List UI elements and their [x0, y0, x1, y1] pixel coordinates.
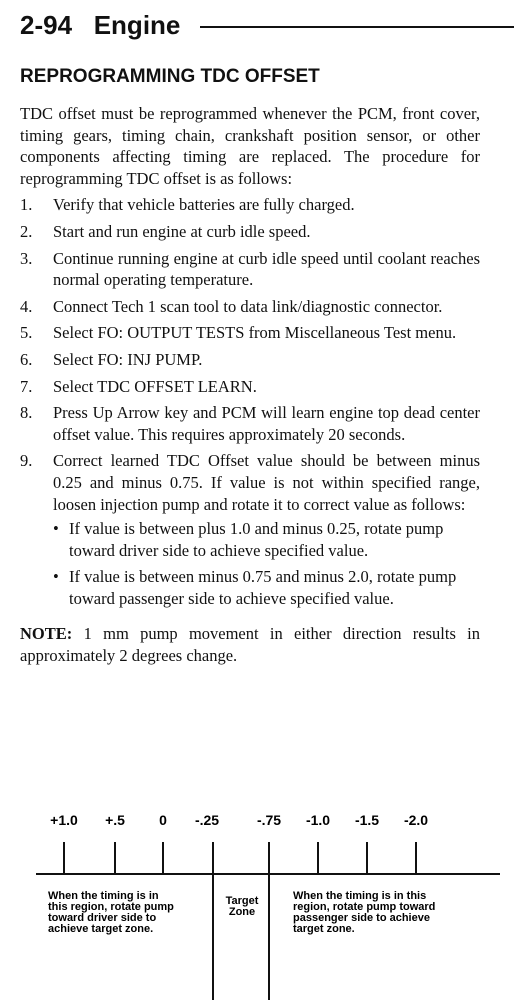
step-number: 7.	[20, 376, 33, 396]
step-number: 5.	[20, 323, 33, 343]
bullet-item	[53, 518, 480, 561]
step-text: Continue running engine at curb idle speed until coolant reaches normal operating temperature.	[53, 248, 480, 290]
bullet-text: If value is between minus 0.75 and minus 2.0, rotate pump toward passenger side to achieve specified value.	[69, 567, 457, 608]
target-zone-text: Target	[225, 895, 259, 907]
right-zone-text: passenger side to achieve	[293, 912, 430, 924]
procedure-step	[20, 450, 480, 609]
procedure-step	[20, 349, 480, 371]
step-text: Select TDC OFFSET LEARN.	[53, 376, 257, 396]
section-heading: REPROGRAMMING TDC OFFSET	[20, 66, 320, 87]
step-number: 9.	[20, 451, 33, 471]
procedure-step	[20, 221, 480, 243]
step-number: 2.	[20, 221, 33, 241]
step-text: Connect Tech 1 scan tool to data link/diagnostic connector.	[53, 296, 443, 316]
step-number: 8.	[20, 403, 33, 423]
procedure-step	[20, 376, 480, 398]
procedure-step	[20, 248, 480, 291]
intro-paragraph: TDC offset must be reprogrammed whenever the PCM, front cover, timing gears, timing chain, crankshaft position sensor, or other components affecting timing are replaced. The procedure for reprogramming TDC offset is as follows:	[20, 104, 480, 188]
bullet-icon: •	[53, 519, 59, 539]
page-header	[20, 10, 514, 44]
tick-label: -1.0	[305, 812, 331, 828]
step-number: 3.	[20, 248, 33, 268]
right-zone-text: target zone.	[293, 923, 355, 935]
step-number: 1.	[20, 195, 33, 215]
bullet-text: If value is between plus 1.0 and minus 0.25, rotate pump toward driver side to achieve specified value.	[69, 519, 444, 560]
step-number: 4.	[20, 296, 33, 316]
step-text: Select FO: INJ PUMP.	[53, 349, 203, 369]
procedure-step	[20, 402, 480, 445]
right-zone-text: region, rotate pump toward	[293, 901, 436, 913]
target-zone-text: Zone	[228, 906, 256, 918]
bullet-icon: •	[53, 567, 59, 587]
procedure-step	[20, 194, 480, 216]
tick-label: -1.5	[354, 812, 380, 828]
timing-offset-diagram	[0, 800, 518, 1000]
procedure-step	[20, 296, 480, 318]
procedure-step	[20, 322, 480, 344]
timing-offset-svg	[0, 800, 518, 1000]
note-text: 1 mm pump movement in either direction results in approximately 2 degrees change.	[20, 624, 480, 666]
header-rule	[200, 26, 514, 28]
note-paragraph	[20, 623, 480, 666]
tick-label: +1.0	[50, 812, 78, 828]
bullet-item	[53, 566, 480, 609]
step-text: Select FO: OUTPUT TESTS from Miscellaneous Test menu.	[53, 323, 457, 343]
document-body	[20, 103, 480, 667]
tick-label: -.75	[256, 812, 282, 828]
step-text: Press Up Arrow key and PCM will learn engine top dead center offset value. This requires approximately 20 seconds.	[53, 403, 480, 444]
sub-bullets	[53, 518, 480, 609]
step-text: Start and run engine at curb idle speed.	[53, 221, 311, 241]
left-zone-text: achieve target zone.	[48, 923, 154, 935]
left-zone-text: this region, rotate pump	[48, 901, 174, 913]
procedure-steps	[20, 194, 480, 609]
page-title: 2-94 Engine	[20, 10, 188, 40]
tick-label: -2.0	[403, 812, 429, 828]
tick-label: 0	[159, 812, 167, 828]
tick-label: +.5	[105, 812, 125, 828]
step-text: Verify that vehicle batteries are fully charged.	[53, 195, 355, 215]
left-zone-text: toward driver side to	[48, 912, 157, 924]
step-text: Correct learned TDC Offset value should be between minus 0.25 and minus 0.75. If value is not within specified range, loosen injection pump and rotate it to correct value as follows:	[53, 451, 480, 514]
tick-label: -.25	[194, 812, 220, 828]
left-zone-text: When the timing is in	[48, 890, 159, 902]
note-label: NOTE:	[20, 624, 73, 644]
right-zone-text: When the timing is in this	[293, 890, 427, 902]
step-number: 6.	[20, 349, 33, 369]
